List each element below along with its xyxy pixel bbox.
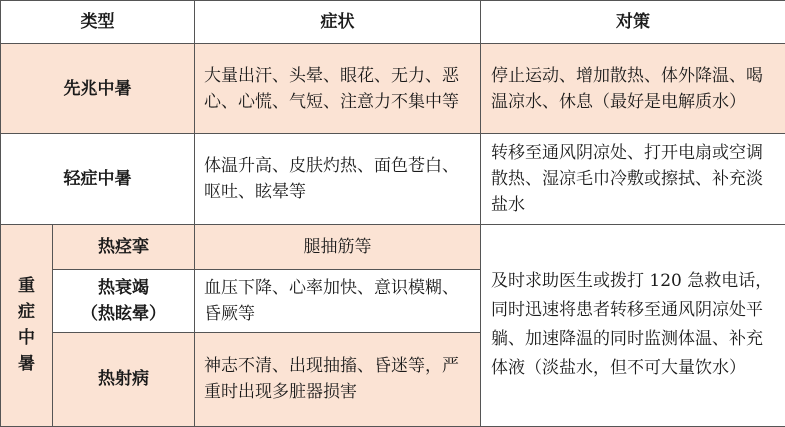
severe-group-label [1, 224, 53, 427]
symptoms-mild: 体温升高、皮肤灼热、面色苍白、呕吐、眩晕等 [195, 134, 481, 224]
symptoms-heat-stroke: 神志不清、出现抽搐、昏迷等，严重时出现多脏器损害 [195, 332, 481, 426]
header-row [1, 1, 785, 44]
symptoms-heat-exhaustion: 血压下降、心率加快、意识模糊、昏厥等 [195, 269, 481, 332]
type-aura: 先兆中暑 [1, 44, 195, 134]
measures-aura: 停止运动、增加散热、体外降温、喝温凉水、休息（最好是电解质水） [481, 44, 785, 134]
type-mild: 轻症中暑 [1, 134, 195, 224]
symptoms-heat-cramp: 腿抽筋等 [195, 224, 481, 269]
type-heat-exhaustion-label: 热衰竭 [98, 277, 149, 298]
type-heat-exhaustion [53, 269, 195, 332]
row-heat-cramp [1, 224, 785, 269]
measures-mild: 转移至通风阴凉处、打开电扇或空调散热、湿凉毛巾冷敷或擦拭、补充淡盐水 [481, 134, 785, 224]
type-heat-stroke: 热射病 [53, 332, 195, 426]
severe-char-3: 中 [18, 328, 35, 349]
symptoms-aura: 大量出汗、头晕、眼花、无力、恶心、心慌、气短、注意力不集中等 [195, 44, 481, 134]
type-heat-exhaustion-alt: （热眩晕） [81, 303, 166, 324]
severe-char-4: 暑 [18, 354, 35, 375]
type-heat-cramp: 热痉挛 [53, 224, 195, 269]
severe-char-1: 重 [18, 276, 35, 297]
severe-char-2: 症 [18, 302, 35, 323]
measures-severe: 及时求助医生或拨打 120 急救电话，同时迅速将患者转移至通风阴凉处平躺、加速降温的同时监测体温、补充体液（淡盐水，但不可大量饮水） [481, 224, 785, 427]
row-mild-heatstroke [1, 134, 785, 224]
header-type: 类型 [1, 1, 195, 44]
header-symptoms: 症状 [195, 1, 481, 44]
row-aura-heatstroke [1, 44, 785, 134]
header-measures: 对策 [481, 1, 785, 44]
